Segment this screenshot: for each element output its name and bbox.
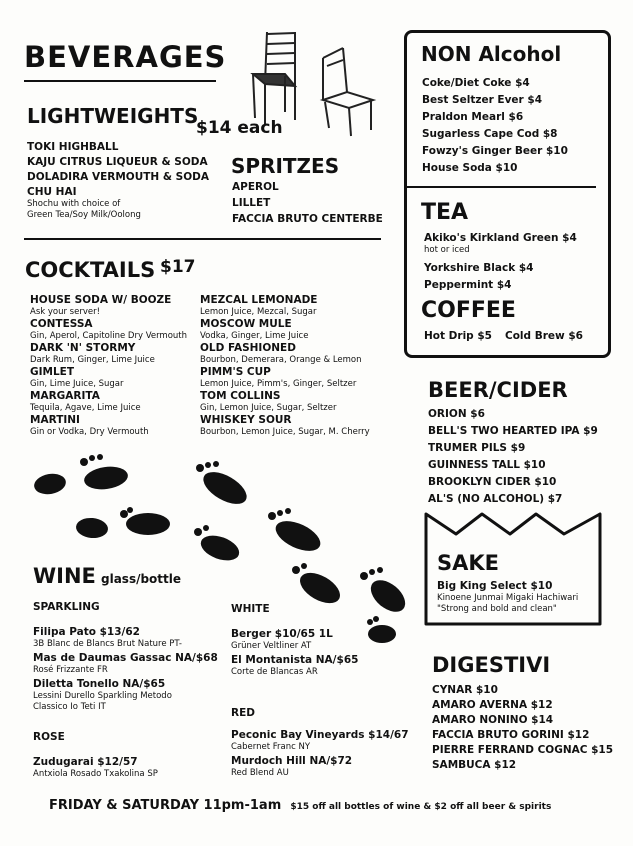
list-item: GUINNESS TALL $10 [428,459,546,471]
item-description: Gin, Aperol, Capitoline Dry Vermouth [30,331,188,341]
list-item: Best Seltzer Ever $4 [422,94,543,106]
digestivi-list [432,684,613,772]
item-description: Lemon Juice, Mezcal, Sugar [200,307,317,317]
spritzes-heading: SPRITZES [231,154,340,178]
item-description: Rosé Frizzante FR [33,665,108,675]
sparkling-heading: SPARKLING [33,601,100,613]
lightweights-price: $14 each [196,118,283,138]
item-description: Gin, Lemon Juice, Sugar, Seltzer [200,403,337,413]
list-item: MARGARITA [30,390,100,402]
list-item: Cold Brew $6 [505,330,583,342]
list-item: HOUSE SODA W/ BOOZE [30,294,172,306]
list-item: AMARO AVERNA $12 [432,699,553,711]
list-item: GIMLET [30,366,74,378]
coffee-heading: COFFEE [421,298,516,323]
item-description: Dark Rum, Ginger, Lime Juice [30,355,155,365]
sake-heading: SAKE [437,551,499,575]
list-item: PIERRE FERRAND COGNAC $15 [432,744,614,756]
list-item: Hot Drip $5 [424,330,492,342]
list-item: WHISKEY SOUR [200,414,292,426]
wine-subheading: glass/bottle [101,572,182,586]
list-item: PIMM'S CUP [200,366,271,378]
list-item: Sugarless Cape Cod $8 [422,128,558,140]
cocktails-right-list [200,294,370,438]
list-item: TOKI HIGHBALL [27,141,119,153]
list-item: Filipa Pato $13/62 [33,626,140,638]
item-description: Corte de Blancas AR [231,667,318,677]
cocktails-left-list [30,294,187,438]
title-underline [24,80,216,82]
list-item: CHU HAI [27,186,77,198]
list-item: FACCIA BRUTO GORINI $12 [432,729,590,741]
list-item: AL'S (NO ALCOHOL) $7 [428,493,563,505]
item-description: Classico Io Teti IT [33,702,106,712]
list-item: Berger $10/65 1L [231,628,333,640]
list-item: FACCIA BRUTO CENTERBE [232,213,383,225]
non-alcohol-heading: NON Alcohol [421,42,562,66]
list-item: House Soda $10 [422,162,518,174]
section-divider [24,238,381,240]
item-description: "Strong and bold and clean" [437,604,557,614]
list-item: Peppermint $4 [424,279,512,291]
list-item: Fowzy's Ginger Beer $10 [422,145,568,157]
white-list [231,628,358,678]
list-item: AMARO NONINO $14 [432,714,554,726]
red-list [231,729,409,779]
list-item: BELL'S TWO HEARTED IPA $9 [428,425,598,437]
list-item: LILLET [232,197,271,209]
list-item: TRUMER PILS $9 [428,442,526,454]
wine-heading-group [33,564,181,588]
footer-when: FRIDAY & SATURDAY 11pm-1am [49,798,282,813]
beer-list [428,408,598,506]
item-description: Vodka, Ginger, Lime Juice [200,331,309,341]
item-description: Bourbon, Lemon Juice, Sugar, M. Cherry [200,427,370,437]
cocktails-heading: COCKTAILS [25,258,156,282]
footer-promo [49,794,551,813]
red-heading: RED [231,707,255,719]
list-item: APEROL [232,181,279,193]
list-item: MEZCAL LEMONADE [200,294,318,306]
item-description: Tequila, Agave, Lime Juice [30,403,141,413]
item-description: Red Blend AU [231,768,289,778]
item-description: Gin, Lime Juice, Sugar [30,379,124,389]
list-item: Big King Select $10 [437,580,553,592]
item-description: Antxiola Rosado Txakolina SP [33,769,158,779]
list-item: Peconic Bay Vineyards $14/67 [231,729,409,741]
list-item: Zudugarai $12/57 [33,756,138,768]
list-item: BROOKLYN CIDER $10 [428,476,557,488]
list-item: TOM COLLINS [200,390,281,402]
list-item: SAMBUCA $12 [432,759,517,771]
wine-heading: WINE [33,564,96,588]
list-item: MOSCOW MULE [200,318,292,330]
rose-list [33,756,158,780]
cocktails-price: $17 [160,257,196,277]
list-item: Yorkshire Black $4 [424,262,534,274]
item-description: hot or iced [424,245,470,255]
non-alcohol-list [422,77,568,175]
list-item: El Montanista NA/$65 [231,654,359,666]
item-description: Bourbon, Demerara, Orange & Lemon [200,355,362,365]
list-item: Diletta Tonello NA/$65 [33,678,166,690]
list-item: KAJU CITRUS LIQUEUR & SODA [27,156,208,168]
list-item: Murdoch Hill NA/$72 [231,755,353,767]
list-item: Mas de Daumas Gassac NA/$68 [33,652,218,664]
item-description: Ask your server! [30,307,100,317]
sparkling-list [33,626,218,713]
white-heading: WHITE [231,603,270,615]
footprints-illustration [20,448,415,648]
tea-heading: TEA [421,200,469,225]
list-item: DOLADIRA VERMOUTH & SODA [27,171,209,183]
tea-list [424,232,577,292]
list-item: OLD FASHIONED [200,342,296,354]
item-description: 3B Blanc de Blancs Brut Nature PT- [33,639,182,649]
item-description: Green Tea/Soy Milk/Oolong [27,210,141,220]
list-item: Akiko's Kirkland Green $4 [424,232,577,244]
lightweights-heading: LIGHTWEIGHTS [27,104,199,128]
item-description: Gin or Vodka, Dry Vermouth [30,427,149,437]
spritzes-list [232,181,383,226]
page-title: BEVERAGES [24,40,227,74]
beer-heading: BEER/CIDER [428,378,568,402]
item-description: Shochu with choice of [27,199,121,209]
item-description: Kinoene Junmai Migaki Hachiwari [437,593,579,603]
list-item: CYNAR $10 [432,684,498,696]
section-divider [404,186,596,188]
list-item: Coke/Diet Coke $4 [422,77,530,89]
item-description: Lessini Durello Sparkling Metodo [33,691,172,701]
list-item: Praldon Mearl $6 [422,111,524,123]
list-item: CONTESSA [30,318,93,330]
list-item: DARK 'N' STORMY [30,342,136,354]
item-description: Grüner Veltliner AT [231,641,312,651]
rose-heading: ROSE [33,731,65,743]
list-item: ORION $6 [428,408,485,420]
lightweights-list [27,141,209,221]
footer-deal: $15 off all bottles of wine & $2 off all beer & spirits [290,802,552,812]
list-item: MARTINI [30,414,80,426]
item-description: Lemon Juice, Pimm's, Ginger, Seltzer [200,379,357,389]
digestivi-heading: DIGESTIVI [432,653,551,677]
item-description: Cabernet Franc NY [231,742,311,752]
